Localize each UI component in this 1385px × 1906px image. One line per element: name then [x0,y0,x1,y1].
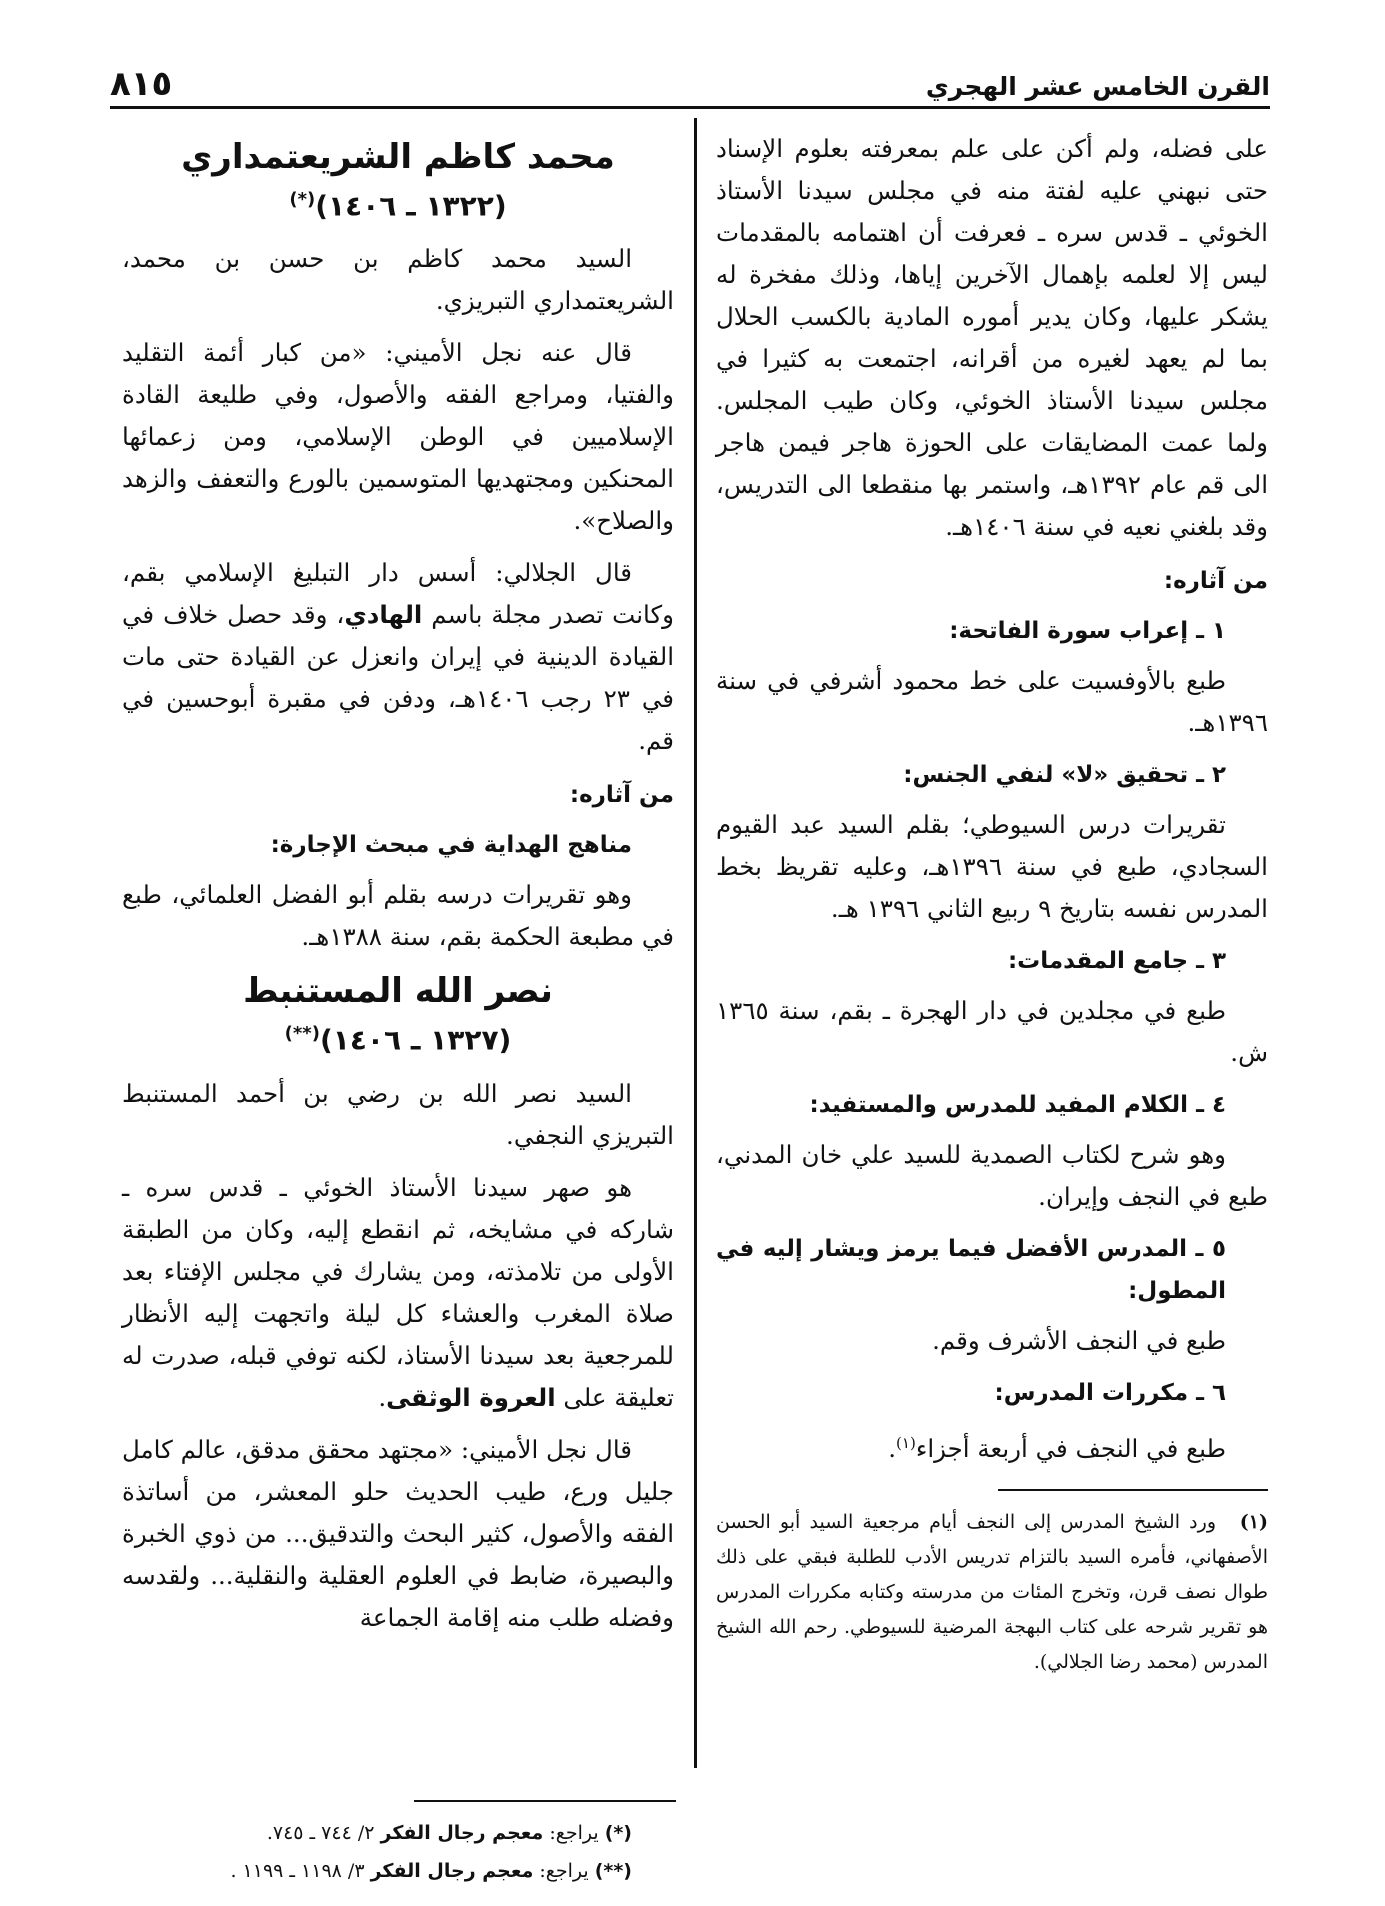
work-text-6 [716,1422,1268,1470]
biography-quote-1: قال عنه نجل الأميني: «من كبار أئمة التقليد والفتيا، ومراجع الفقه والأصول، وفي طليعة القادة الإسلاميين في الوطن الإسلامي، ومن زعمائها المحنكين ومجتهديها المتوسمين بالورع والتعفف والزهد والصلاح». [122,338,674,536]
footnote-2-source: معجم رجال الفكر [370,1860,534,1882]
work-title-left: مناهج الهداية في مبحث الإجارة: [270,832,632,859]
footnote-text: ورد الشيخ المدرس إلى النجف أيام مرجعية السيد أبو الحسن الأصفهاني، فأمره السيد بالتزام تدريس الأدب للطلبة فبقي على ذلك طوال نصف قرن، وتخرج المئات من مدرسته وكتابه مكررات المدرس هو تقرير شرحه على كتاب البهجة المرضية للسيوطي. رحم الله الشيخ المدرس (محمد رضا الجلالي). [716,1511,1268,1673]
work-title-1: ١ ـ إعراب سورة الفاتحة: [949,618,1226,644]
biography-note-ref-1: (*) [289,189,316,210]
continued-paragraph: على فضله، ولم أكن على علم بمعرفته بعلوم الإسناد حتى نبهني عليه لفتة منه في مجلس سيدنا الأستاذ الخوئي ـ قدس سره ـ فعرفت أن اهتمامه بالمقدمات ليس إلا لعلمه بإهمال الآخرين إياها، وذلك مفخرة له يشكر عليها، وكان يدير أموره المادية بالكسب الحلال بما لم يعهد لغيره من أقرانه، اجتمعت به كثيرا في مجلس سيدنا الأستاذ الخوئي، وكان طيب المجلس. ولما عمت المضايقات على الحوزة هاجر فيمن هاجر الى قم عام ١٣٩٢هـ، واستمر بها منقطعا الى التدريس، وقد بلغني نعيه في سنة ١٤٠٦هـ. [716,134,1268,541]
footnotes-rule [414,1800,676,1802]
work-title-3: ٣ ـ جامع المقدمات: [1007,948,1226,974]
works-heading-left: من آثاره: [569,782,674,809]
biography-text-b: ، وقد حصل خلاف في القيادة الدينية في إيران وانعزل عن القيادة حتى مات في ٢٣ رجب ١٤٠٦هـ، ودفن في مقبرة أبوحسين في قم. [122,600,675,756]
work-title-6: ٦ ـ مكررات المدرس: [994,1380,1226,1406]
biography-text-c: هو صهر سيدنا الأستاذ الخوئي ـ قدس سره ـ شاركه في مشايخه، ثم انقطع إليه، وكان من الطبقة الأولى من تلامذته، ومن يشارك في مجلس الإفتاء بعد صلاة المغرب والعشاء كل ليلة واتجهت إليه الأنظار للمرجعية بعد سيدنا الأستاذ، لكنه توفي قبله، صدرت له تعليقة على [122,1172,674,1412]
column-divider [694,118,697,1768]
work-text-4: وهو شرح لكتاب الصمدية للسيد علي خان المدني، طبع في النجف وإيران. [716,1140,1268,1211]
biography-quote-2: قال نجل الأميني: «مجتهد محقق مدقق، عالم كامل جليل ورع، طيب الحديث حلو المعشر، من أساتذة الفقه والأصول، كثير البحث والتدقيق... من ذوي الخبرة والبصيرة، ضابط في العلوم العقلية والنقلية... ولقدسه وفضله طلب منه إقامة الجماعة [122,1434,674,1632]
biography-intro-1: السيد محمد كاظم بن حسن بن محمد، الشريعتمداري التبريزي. [122,244,674,316]
footnote-1-source: معجم رجال الفكر [380,1822,544,1844]
footnote-2-marker: (**) [594,1860,632,1882]
biography-dates-2 [122,1014,674,1060]
works-heading: من آثاره: [1163,568,1268,594]
biography-years-1: (١٣٢٢ ـ ١٤٠٦) [315,189,507,223]
work-title-2: ٢ ـ تحقيق «لا» لنفي الجنس: [903,762,1226,788]
work-title-5: ٥ ـ المدرس الأفضل فيما يرمز ويشار إليه في المطول: [716,1236,1226,1304]
footnote-rule [998,1489,1268,1491]
biography-title-2: نصر الله المستنبط [243,971,553,1012]
work-title-4: ٤ ـ الكلام المفيد للمدرس والمستفيد: [809,1092,1226,1118]
biography-years-2: (١٣٢٧ ـ ١٤٠٦) [319,1023,512,1057]
biography-dates-1 [122,180,674,226]
magazine-name: الهادي [344,600,423,630]
work-text-6-end: . [888,1434,897,1464]
work-text-5: طبع في النجف الأشرف وقم. [932,1326,1226,1355]
header-title: القرن الخامس عشر الهجري [925,72,1270,101]
footnote [716,1505,1268,1680]
work-text-3: طبع في مجلدين في دار الهجرة ـ بقم، سنة ١٣٦٥ ش. [716,996,1268,1067]
work-text-1: طبع بالأوفسيت على خط محمود أشرفي في سنة ١٣٩٦هـ. [716,666,1268,737]
footnote-marker: (١) [1239,1511,1268,1533]
header-rule [110,106,1270,109]
biography-note-ref-2: (**) [284,1023,320,1045]
page-number: ٨١٥ [110,64,173,104]
footnote-1-label: يراجع: [549,1822,599,1844]
footnote-1 [122,1814,674,1852]
biography-title-1: محمد كاظم الشريعتمداري [181,137,615,177]
work-text-left: وهو تقريرات درسه بقلم أبو الفضل العلمائي، طبع في مطبعة الحكمة بقم، سنة ١٣٨٨هـ. [122,880,674,952]
book-title: العروة الوثقى [386,1382,556,1412]
running-header [110,58,1270,108]
right-column [716,128,1268,1480]
work-text-2: تقريرات درس السيوطي؛ بقلم السيد عبد القيوم السجادي، طبع في سنة ١٣٩٦هـ، وعليه تقريظ بخط المدرس نفسه بتاريخ ٩ ربيع الثاني ١٣٩٦ هـ. [716,810,1268,923]
footnote-2-ref: ٣/ ١١٩٨ ـ ١١٩٩ . [230,1860,365,1882]
biography-paragraph-2 [122,1167,674,1419]
biography-text-d: . [378,1382,387,1412]
footnote-1-ref: ٢/ ٧٤٤ ـ ٧٤٥. [266,1822,375,1844]
footnote-reference: (١) [896,1434,916,1452]
footnote-2-label: يراجع: [539,1860,589,1882]
footnotes [122,1814,674,1890]
footnote-1-marker: (*) [604,1822,632,1844]
footnote-2 [122,1852,674,1890]
work-text-6-body: طبع في النجف في أربعة أجزاء [915,1434,1226,1464]
biography-intro-2: السيد نصر الله بن رضي بن أحمد المستنبط التبريزي النجفي. [122,1078,674,1150]
biography-paragraph-1 [122,552,674,762]
biography-text-a: قال الجلالي: أسس دار التبليغ الإسلامي بقم، وكانت تصدر مجلة باسم [122,558,675,630]
left-column [122,128,674,1649]
